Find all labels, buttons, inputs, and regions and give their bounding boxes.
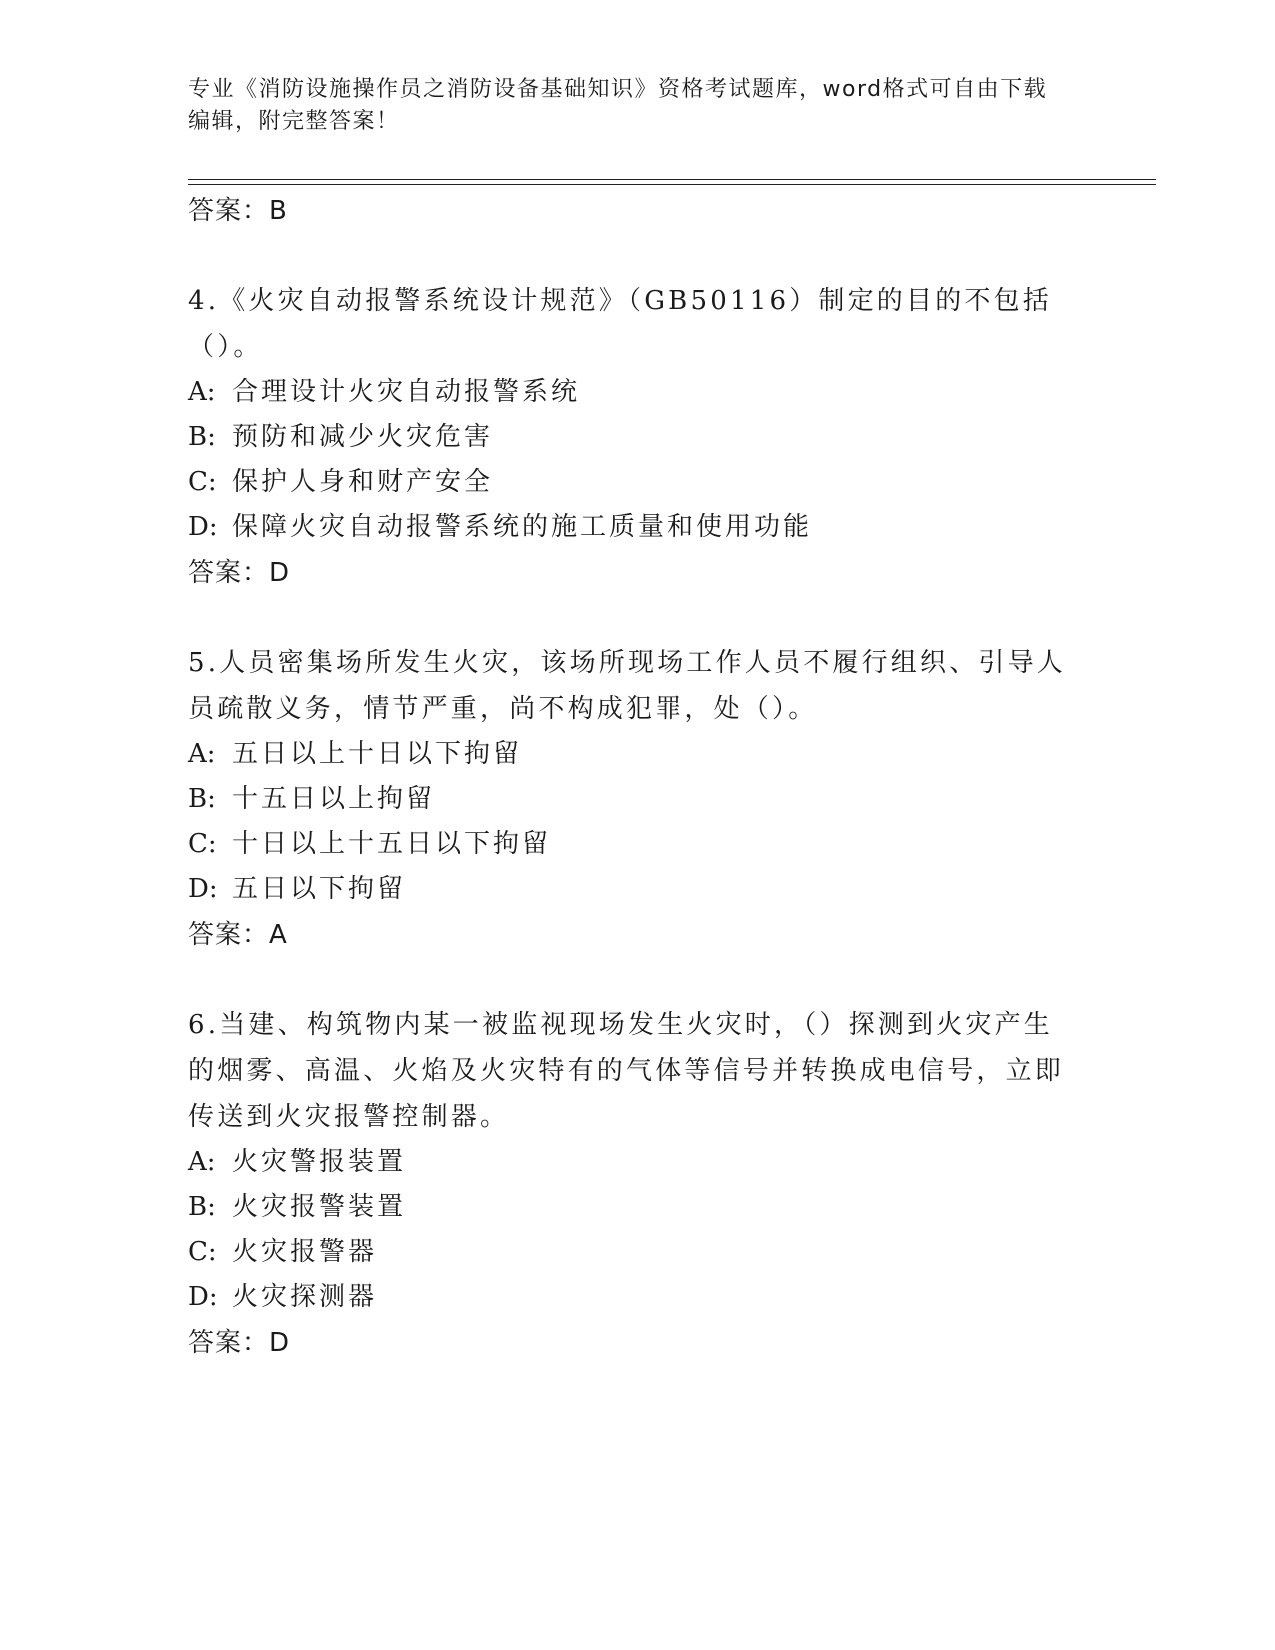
answer-line: 答案：D [188, 558, 291, 588]
option-b [188, 415, 1068, 460]
option-text: 五日以上十日以下拘留 [232, 739, 523, 769]
option-key: D: [188, 874, 218, 904]
option-text: 火灾警报装置 [232, 1147, 407, 1177]
option-text: 保护人身和财产安全 [232, 467, 494, 497]
option-b [188, 1185, 1068, 1230]
question-block [188, 1002, 1068, 1366]
question-stem: 6.当建、构筑物内某一被监视现场发生火灾时，（）探测到火灾产生的烟雾、高温、火焰及火灾特有的气体等信号并转换成电信号，立即传送到火灾报警控制器。 [188, 1010, 1065, 1132]
answer-line: 答案：A [188, 920, 288, 950]
option-d [188, 1275, 1068, 1320]
option-key: D: [188, 1282, 218, 1312]
option-c [188, 460, 1068, 505]
option-key: D: [188, 512, 218, 542]
question-block [188, 640, 1068, 958]
option-key: B: [188, 422, 216, 452]
option-key: A: [188, 1147, 216, 1177]
option-key: B: [188, 1192, 216, 1222]
option-text: 十日以上十五日以下拘留 [232, 829, 552, 859]
question-block [188, 278, 1068, 596]
page-header: 专业《消防设施操作员之消防设备基础知识》资格考试题库，word格式可自由下载编辑，附完整答案！ [188, 77, 1048, 134]
previous-answer: 答案：B [188, 196, 288, 226]
option-a [188, 732, 1068, 777]
option-key: A: [188, 739, 216, 769]
option-a [188, 370, 1068, 415]
option-text: 预防和减少火灾危害 [232, 422, 494, 452]
option-d [188, 505, 1068, 550]
option-key: B: [188, 784, 216, 814]
option-key: A: [188, 377, 216, 407]
option-text: 五日以下拘留 [232, 874, 407, 904]
option-text: 合理设计火灾自动报警系统 [232, 377, 581, 407]
option-c [188, 1230, 1068, 1275]
question-list [188, 188, 1068, 1366]
option-c [188, 822, 1068, 867]
option-a [188, 1140, 1068, 1185]
option-key: C: [188, 1237, 217, 1267]
option-key: C: [188, 829, 217, 859]
question-stem: 4.《火灾自动报警系统设计规范》（GB50116）制定的目的不包括（）。 [188, 286, 1052, 362]
option-text: 火灾报警装置 [232, 1192, 407, 1222]
option-key: C: [188, 467, 217, 497]
answer-line: 答案：D [188, 1328, 291, 1358]
header-divider-bottom [188, 184, 1156, 185]
option-text: 保障火灾自动报警系统的施工质量和使用功能 [232, 512, 813, 542]
question-stem: 5.人员密集场所发生火灾，该场所现场工作人员不履行组织、引导人员疏散义务，情节严重，尚不构成犯罪，处（）。 [188, 648, 1067, 724]
header-divider-top [188, 179, 1156, 180]
option-text: 火灾报警器 [232, 1237, 378, 1267]
option-b [188, 777, 1068, 822]
option-d [188, 867, 1068, 912]
option-text: 火灾探测器 [232, 1282, 378, 1312]
option-text: 十五日以上拘留 [232, 784, 436, 814]
